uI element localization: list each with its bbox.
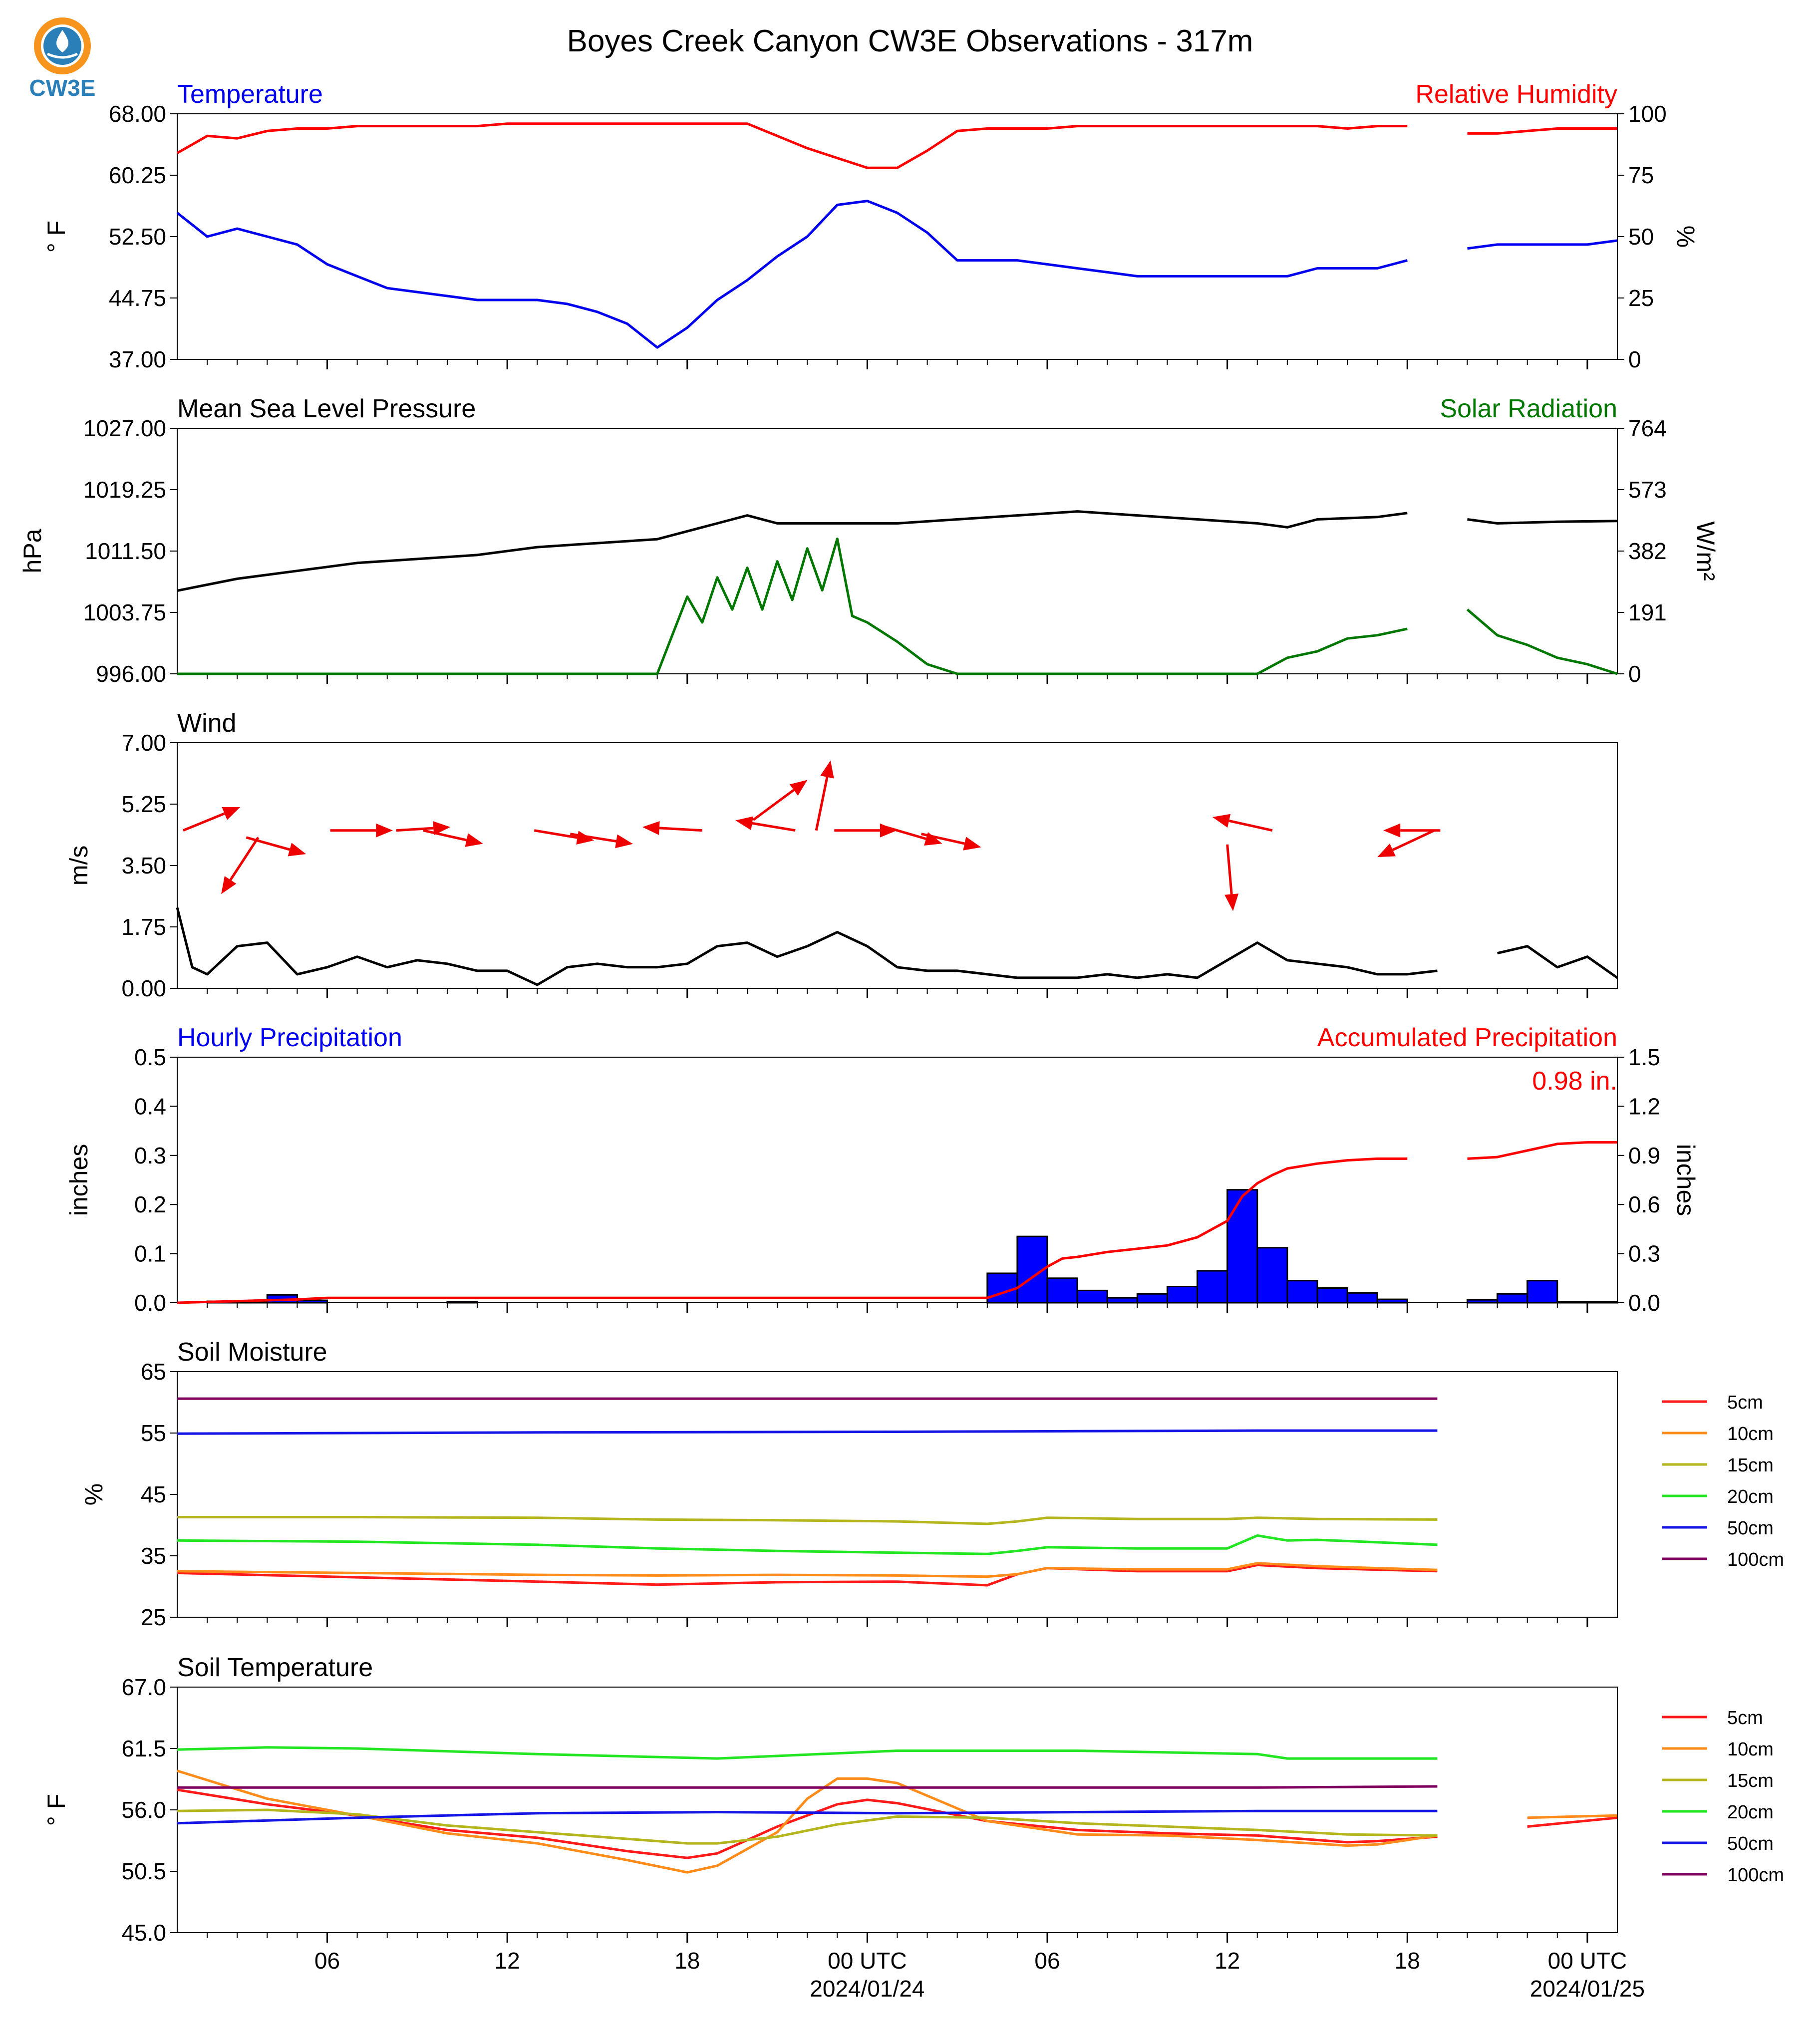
- temp_rh-y2-tick-label: 25: [1628, 285, 1654, 311]
- precip-bar: [1347, 1293, 1377, 1303]
- wind-speed-line: [177, 907, 1617, 985]
- soil_moisture-legend-label: 15cm: [1727, 1455, 1774, 1476]
- wind-vector-head: [820, 760, 834, 778]
- precip-left-ylabel: inches: [65, 1144, 93, 1216]
- soil_moisture-y-tick-label: 45: [140, 1481, 166, 1507]
- precip-y2-tick-label: 0.6: [1628, 1191, 1660, 1218]
- panel-soil_temp: [42, 1653, 1784, 2002]
- wind-vector-shaft: [231, 838, 259, 880]
- x-tick-label: 12: [1214, 1948, 1240, 1974]
- precip-bar: [1527, 1281, 1557, 1303]
- pressure_solar-line-0: [177, 512, 1617, 591]
- wind-vector-head: [376, 824, 393, 838]
- panel-temp_rh: [42, 80, 1700, 372]
- wind-vector-head: [1224, 893, 1238, 911]
- pressure_solar-y2-tick-label: 382: [1628, 538, 1667, 564]
- accumulated-precip-line: [177, 1143, 1617, 1303]
- wind-vector-head: [615, 835, 633, 849]
- soil_moisture-y-tick-label: 65: [140, 1359, 166, 1385]
- precip-y2-tick-label: 0.3: [1628, 1240, 1660, 1267]
- wind-vector-shaft: [396, 828, 434, 831]
- wind-vector-shaft: [1227, 845, 1232, 894]
- pressure_solar-y-tick-label: 1011.50: [85, 538, 166, 564]
- soil_temp-y-tick-label: 45.0: [121, 1920, 166, 1946]
- wind-y-tick-label: 3.50: [121, 853, 166, 878]
- precip-y-tick-label: 0.5: [134, 1044, 166, 1070]
- soil_moisture-line-20cm: [177, 1535, 1617, 1554]
- precip-y-tick-label: 0.4: [134, 1093, 166, 1120]
- soil_moisture-left-ylabel: %: [80, 1483, 108, 1506]
- x-tick-label: 18: [674, 1948, 700, 1974]
- figure-title: Boyes Creek Canyon CW3E Observations - 317m: [567, 24, 1253, 58]
- pressure_solar-line-1: [177, 539, 1617, 674]
- precip-bar: [1198, 1271, 1227, 1303]
- precip-bar: [1317, 1288, 1347, 1303]
- precip-bar: [1257, 1248, 1287, 1303]
- temp_rh-y-tick-label: 37.00: [108, 346, 166, 372]
- soil_temp-line-100cm: [177, 1785, 1617, 1788]
- wind-vector-shaft: [1229, 821, 1272, 830]
- precip-y2-tick-label: 1.2: [1628, 1093, 1660, 1120]
- precip-bar: [987, 1273, 1017, 1303]
- wind-left-title: Wind: [177, 709, 237, 738]
- x-tick-label: 00 UTC: [1547, 1948, 1627, 1974]
- pressure_solar-right-ylabel: W/m²: [1692, 521, 1720, 581]
- x-date-label: 2024/01/24: [810, 1976, 925, 2002]
- precip-bar: [1498, 1294, 1527, 1303]
- temp_rh-y2-tick-label: 100: [1628, 101, 1667, 127]
- wind-vector-head: [222, 807, 240, 820]
- soil_temp-legend-label: 15cm: [1727, 1770, 1774, 1791]
- precip-bar: [1047, 1278, 1077, 1303]
- precip-right-title: Accumulated Precipitation: [1317, 1023, 1617, 1052]
- panel-precip: [65, 1023, 1700, 1316]
- soil_temp-legend-label: 100cm: [1727, 1865, 1785, 1886]
- pressure_solar-y-tick-label: 1003.75: [83, 599, 166, 625]
- soil_temp-line-20cm: [177, 1747, 1617, 1758]
- wind-vector-head: [288, 843, 306, 857]
- soil_moisture-legend-label: 5cm: [1727, 1392, 1763, 1413]
- precip-y-tick-label: 0.0: [134, 1290, 166, 1316]
- soil_temp-left-ylabel: ° F: [42, 1793, 70, 1826]
- soil_temp-legend-label: 5cm: [1727, 1708, 1763, 1729]
- precip-y-tick-label: 0.2: [134, 1191, 166, 1218]
- soil_temp-legend-label: 50cm: [1727, 1833, 1774, 1854]
- wind-vector-shaft: [753, 790, 794, 820]
- precip-y-tick-label: 0.3: [134, 1142, 166, 1168]
- wind-vector-shaft: [423, 831, 467, 840]
- precip-left-title: Hourly Precipitation: [177, 1023, 402, 1052]
- logo-text: CW3E: [29, 75, 96, 101]
- temp_rh-right-ylabel: %: [1672, 225, 1700, 248]
- precip-bar: [447, 1302, 477, 1303]
- temp_rh-y-tick-label: 68.00: [108, 101, 166, 127]
- soil_temp-y-tick-label: 61.5: [121, 1736, 166, 1761]
- temp_rh-y-tick-label: 52.50: [108, 224, 166, 250]
- temp_rh-y2-tick-label: 75: [1628, 162, 1654, 188]
- precip-right-ylabel: inches: [1672, 1144, 1700, 1216]
- soil_moisture-line-15cm: [177, 1517, 1617, 1524]
- pressure_solar-y2-tick-label: 0: [1628, 661, 1641, 687]
- wind-vector-shaft: [752, 823, 795, 830]
- wind-vector-head: [465, 833, 483, 847]
- soil_moisture-line-10cm: [177, 1563, 1617, 1577]
- precip-total-label: 0.98 in.: [1532, 1067, 1617, 1096]
- pressure_solar-left-ylabel: hPa: [18, 529, 46, 574]
- soil_moisture-y-tick-label: 25: [140, 1604, 166, 1630]
- wind-vector-shaft: [659, 828, 702, 831]
- temp_rh-line-1: [177, 124, 1617, 168]
- pressure_solar-y2-tick-label: 573: [1628, 477, 1667, 503]
- soil_moisture-y-tick-label: 55: [140, 1420, 166, 1446]
- precip-bar: [1077, 1290, 1107, 1303]
- precip-y-tick-label: 0.1: [134, 1240, 166, 1267]
- pressure_solar-left-title: Mean Sea Level Pressure: [177, 394, 476, 423]
- precip-bar: [297, 1300, 327, 1303]
- x-tick-label: 18: [1394, 1948, 1420, 1974]
- temp_rh-right-title: Relative Humidity: [1415, 80, 1617, 109]
- wind-y-tick-label: 1.75: [121, 914, 166, 940]
- soil_moisture-left-title: Soil Moisture: [177, 1338, 327, 1367]
- soil_moisture-frame: [177, 1372, 1617, 1617]
- pressure_solar-y2-tick-label: 764: [1628, 415, 1667, 441]
- wind-vector-head: [963, 837, 981, 850]
- temp_rh-y2-tick-label: 50: [1628, 224, 1654, 250]
- temp_rh-left-ylabel: ° F: [42, 220, 70, 253]
- soil_moisture-legend-label: 10cm: [1727, 1424, 1774, 1445]
- panel-pressure_solar: [18, 394, 1720, 687]
- precip-y2-tick-label: 0.9: [1628, 1142, 1660, 1168]
- soil_moisture-legend-label: 100cm: [1727, 1549, 1785, 1570]
- temp_rh-left-title: Temperature: [177, 80, 323, 109]
- pressure_solar-y2-tick-label: 191: [1628, 599, 1667, 625]
- panel-soil_moisture: [80, 1338, 1784, 1630]
- soil_moisture-y-tick-label: 35: [140, 1543, 166, 1569]
- soil_temp-legend-label: 10cm: [1727, 1739, 1774, 1760]
- wind-vector-head: [1213, 814, 1230, 828]
- precip-bar: [1557, 1302, 1587, 1303]
- wind-y-tick-label: 5.25: [121, 791, 166, 817]
- precip-y2-tick-label: 1.5: [1628, 1044, 1660, 1070]
- precip-bar: [1467, 1300, 1497, 1303]
- soil_moisture-legend-label: 20cm: [1727, 1486, 1774, 1507]
- soil_temp-y-tick-label: 50.5: [121, 1858, 166, 1884]
- wind-vector-shaft: [816, 777, 827, 831]
- wind-y-tick-label: 7.00: [121, 730, 166, 756]
- wind-vector-head: [790, 780, 808, 796]
- x-tick-label: 00 UTC: [828, 1948, 907, 1974]
- x-tick-label: 06: [314, 1948, 340, 1974]
- pressure_solar-y-tick-label: 996.00: [96, 661, 166, 687]
- precip-bar: [1587, 1302, 1617, 1303]
- x-tick-label: 12: [494, 1948, 520, 1974]
- soil_temp-y-tick-label: 56.0: [121, 1797, 166, 1823]
- wind-vector-shaft: [885, 827, 926, 839]
- precip-bar: [1287, 1281, 1317, 1303]
- x-tick-label: 06: [1034, 1948, 1060, 1974]
- temp_rh-frame: [177, 114, 1617, 359]
- temp_rh-line-0: [177, 201, 1617, 348]
- pressure_solar-y-tick-label: 1019.25: [83, 477, 166, 503]
- pressure_solar-right-title: Solar Radiation: [1440, 394, 1617, 423]
- wind-vector-head: [221, 876, 236, 894]
- wind-frame: [177, 743, 1617, 988]
- pressure_solar-y-tick-label: 1027.00: [83, 415, 166, 441]
- soil_moisture-legend-label: 50cm: [1727, 1518, 1774, 1539]
- temp_rh-y2-tick-label: 0: [1628, 346, 1641, 372]
- soil_temp-left-title: Soil Temperature: [177, 1653, 373, 1682]
- precip-y2-tick-label: 0.0: [1628, 1290, 1660, 1316]
- temp_rh-y-tick-label: 44.75: [108, 285, 166, 311]
- soil_temp-y-tick-label: 67.0: [121, 1674, 166, 1700]
- wind-vector-head: [1383, 824, 1400, 838]
- panel-wind: [65, 709, 1617, 1001]
- precip-bar: [1227, 1190, 1257, 1303]
- temp_rh-y-tick-label: 60.25: [108, 162, 166, 188]
- pressure_solar-frame: [177, 428, 1617, 674]
- wind-vector-head: [735, 816, 753, 830]
- wind-vector-shaft: [183, 814, 225, 831]
- wind-left-ylabel: m/s: [65, 845, 93, 886]
- soil_temp-legend-label: 20cm: [1727, 1802, 1774, 1823]
- soil_moisture-line-50cm: [177, 1431, 1617, 1434]
- wind-y-tick-label: 0.00: [121, 975, 166, 1001]
- precip-frame: [177, 1057, 1617, 1303]
- x-date-label: 2024/01/25: [1529, 1976, 1645, 2002]
- precip-bar: [1137, 1294, 1167, 1303]
- precip-bar: [1167, 1287, 1197, 1303]
- precip-bar: [1107, 1298, 1137, 1303]
- precip-bar: [1377, 1299, 1407, 1303]
- wind-vector-head: [642, 821, 660, 835]
